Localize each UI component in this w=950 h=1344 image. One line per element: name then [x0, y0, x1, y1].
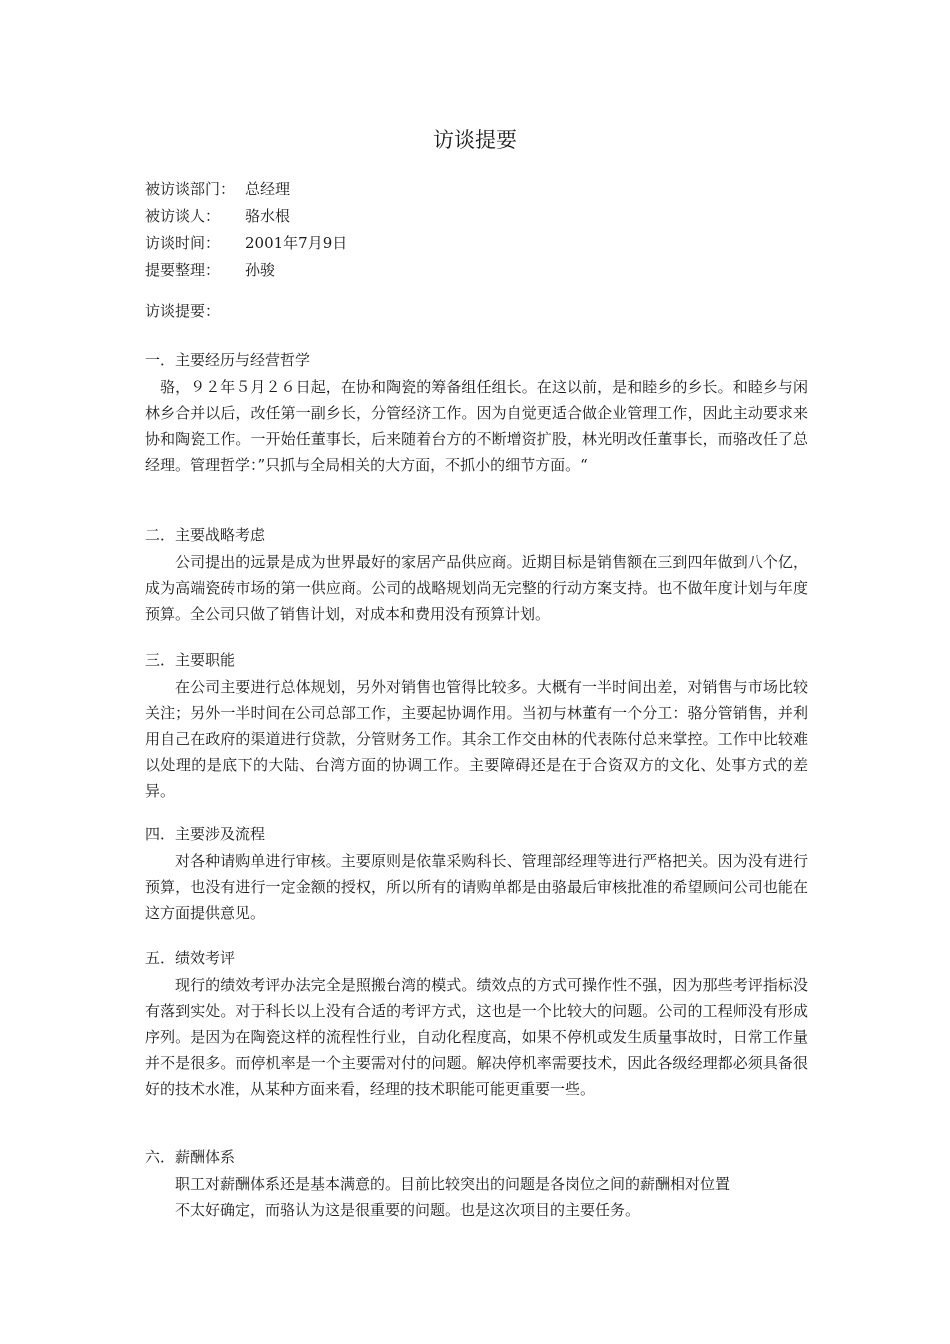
- meta-date: [145, 230, 347, 257]
- meta-compiler: [145, 257, 347, 284]
- section-body-line: 不太好确定，而骆认为这是很重要的问题。也是这次项目的主要任务。: [175, 1201, 641, 1219]
- meta-department: [145, 176, 347, 203]
- meta-value: 2001年7月9日: [245, 234, 348, 252]
- section-body: 对各种请购单进行审核。主要原则是依靠采购科长、管理部经理等进行严格把关。因为没有进行预算，也没有进行一定金额的授权，所以所有的请购单都是由骆最后审核批准的希望顾问公司也能在这方面提供意见。: [145, 852, 808, 922]
- meta-value: 骆水根: [245, 207, 291, 225]
- meta-label: 提要整理：: [145, 261, 221, 279]
- summary-heading: 访谈提要：: [145, 302, 221, 320]
- meta-label: 被访谈人：: [145, 207, 221, 225]
- section-body: 骆，９２年５月２６日起，在协和陶瓷的筹备组任组长。在这以前，是和睦乡的乡长。和睦乡与闲林乡合并以后，改任第一副乡长，分管经济工作。因为自觉更适合做企业管理工作，因此主动要求来协和陶瓷工作。一开始任董事长，后来随着台方的不断增资扩股，林光明改任董事长，而骆改任了总经理。管理哲学：”只抓与全局相关的大方面，不抓小的细节方面。“: [145, 378, 808, 474]
- section-body-line: 职工对薪酬体系还是基本满意的。目前比较突出的问题是各岗位之间的薪酬相对位置: [175, 1175, 731, 1193]
- section-body: 公司提出的远景是成为世界最好的家居产品供应商。近期目标是销售额在三到四年做到八个亿，成为高端瓷砖市场的第一供应商。公司的战略规划尚无完整的行动方案支持。也不做年度计划与年度预算。全公司只做了销售计划，对成本和费用没有预算计划。: [145, 553, 808, 623]
- section-body: 现行的绩效考评办法完全是照搬台湾的模式。绩效点的方式可操作性不强，因为那些考评指标没有落到实处。对于科长以上没有合适的考评方式，这也是一个比较大的问题。公司的工程师没有形成序列。是因为在陶瓷这样的流程性行业，自动化程度高，如果不停机或发生质量事故时，日常工作量并不是很多。而停机率是一个主要需对付的问题。解决停机率需要技术，因此各级经理都必须具备很好的技术水准，从某种方面来看，经理的技术职能可能更重要一些。: [145, 976, 808, 1098]
- section-strategy: [145, 522, 808, 627]
- meta-label: 访谈时间：: [145, 234, 221, 252]
- section-heading: 六．薪酬体系: [145, 1148, 236, 1166]
- document-title: 访谈提要: [433, 128, 517, 152]
- section-functions: [145, 647, 808, 804]
- section-heading: 一．主要经历与经营哲学: [145, 351, 311, 369]
- section-heading: 三．主要职能: [145, 651, 236, 669]
- section-heading: 五．绩效考评: [145, 949, 236, 967]
- section-body: [145, 1171, 808, 1223]
- section-performance: [145, 945, 808, 1102]
- section-experience: [145, 347, 808, 478]
- meta-value: 孙骏: [245, 261, 276, 279]
- meta-interviewee: [145, 203, 347, 230]
- section-body: 在公司主要进行总体规划，另外对销售也管得比较多。大概有一半时间出差，对销售与市场比较关注；另外一半时间在公司总部工作，主要起协调作用。当初与林董有一个分工：骆分管销售，并利用自己在政府的渠道进行贷款，分管财务工作。其余工作交由林的代表陈付总来掌控。工作中比较难以处理的是底下的大陆、台湾方面的协调工作。主要障碍还是在于合资双方的文化、处事方式的差异。: [145, 678, 808, 800]
- section-heading: 二．主要战略考虑: [145, 526, 266, 544]
- meta-label: 被访谈部门：: [145, 180, 236, 198]
- interview-meta: [145, 176, 347, 284]
- section-heading: 四．主要涉及流程: [145, 825, 266, 843]
- meta-value: 总经理: [245, 180, 291, 198]
- section-compensation: [145, 1144, 808, 1223]
- section-processes: [145, 821, 808, 926]
